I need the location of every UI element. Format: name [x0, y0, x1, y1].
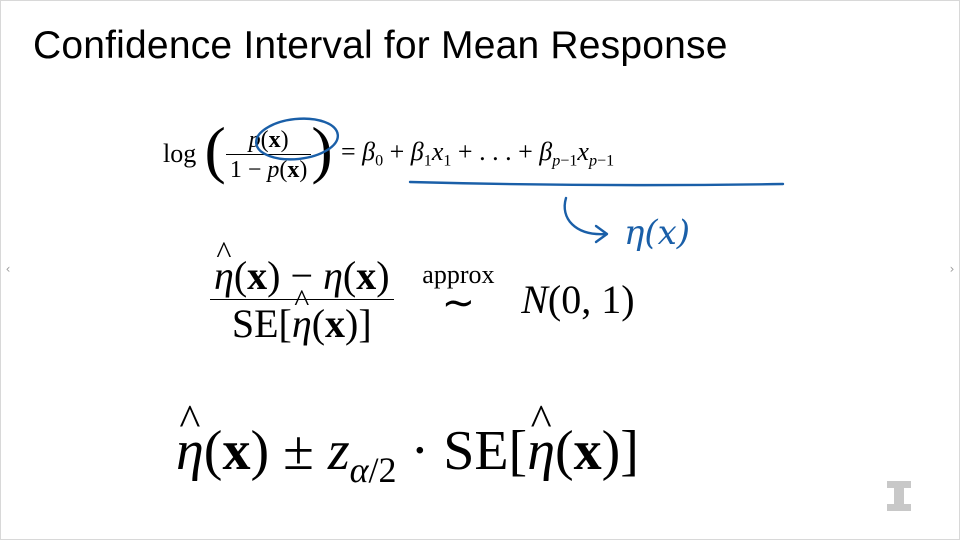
slide-title: Confidence Interval for Mean Response	[33, 24, 728, 67]
previous-slide-button[interactable]: ‹	[5, 262, 11, 276]
ink-circle	[254, 115, 340, 163]
distribution-equation: ^ $\frac{\eta(x) - \eta(x)}{SE[\^{} \eta(x)]}$ approx ∼ N(0, 1)	[210, 252, 635, 347]
handwritten-eta-label: η(x)	[624, 213, 691, 253]
logit-equation: log ( $\frac{p(x)}{1 - p(x)}$ ) = $\beta_0 + \beta_1x_1$ + . . . + $\beta_{p-1}x_{p-1}$	[163, 114, 615, 185]
next-slide-button[interactable]: ›	[949, 262, 955, 276]
ink-underline	[410, 182, 783, 185]
university-logo	[886, 480, 912, 512]
interval-equation: ^ $\eta(x) \pm z_{\alpha/2}$ · SE[^ η(x)]	[176, 418, 639, 491]
